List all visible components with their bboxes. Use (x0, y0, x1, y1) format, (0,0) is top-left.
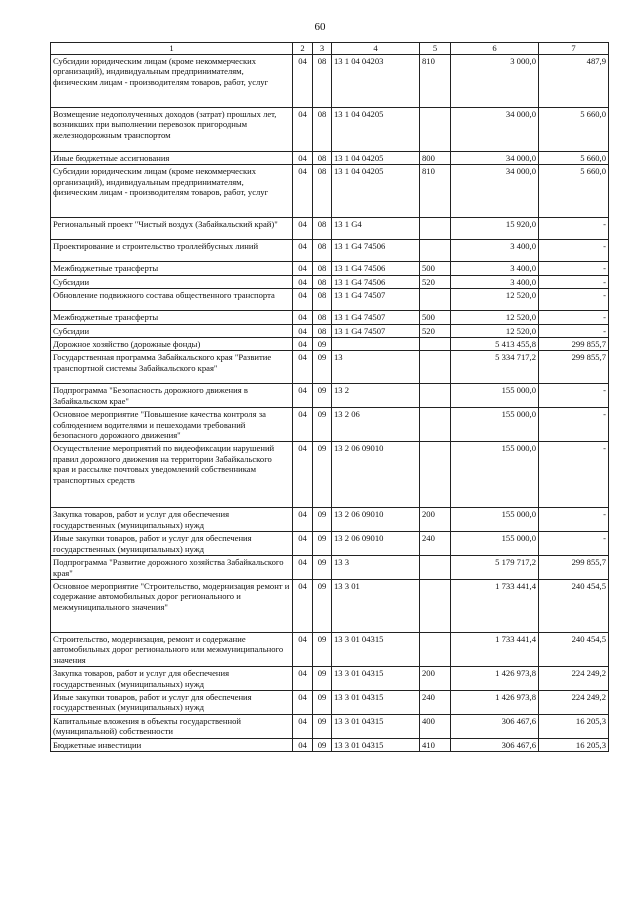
item-name: Капитальные вложения в объекты государственной (муниципальной) собственности (51, 714, 293, 738)
table-row (51, 262, 609, 275)
table-row (51, 240, 609, 262)
table-row (51, 311, 609, 324)
subsection-code: 09 (313, 442, 332, 508)
item-name: Иные бюджетные ассигнования (51, 152, 293, 165)
amount-planned: 155 000,0 (451, 384, 539, 408)
subsection-code: 09 (313, 338, 332, 351)
target-article-code: 13 1 04 04205 (332, 108, 420, 152)
section-code: 04 (293, 262, 313, 275)
table-row (51, 275, 609, 288)
amount-planned: 1 426 973,8 (451, 690, 539, 714)
item-name: Субсидии юридическим лицам (кроме некоммерческих организаций), индивидуальным предпринимателям, физическим лицам - производителям товаров, работ, услуг (51, 55, 293, 108)
item-name: Бюджетные инвестиции (51, 738, 293, 751)
header-row (51, 43, 609, 55)
subsection-code: 08 (313, 152, 332, 165)
subsection-code: 09 (313, 556, 332, 580)
item-name: Иные закупки товаров, работ и услуг для обеспечения государственных (муниципальных) нужд (51, 690, 293, 714)
subsection-code: 08 (313, 289, 332, 311)
section-code: 04 (293, 714, 313, 738)
header-col-7: 7 (539, 43, 609, 55)
table-row (51, 690, 609, 714)
target-article-code: 13 3 01 04315 (332, 690, 420, 714)
subsection-code: 08 (313, 55, 332, 108)
target-article-code: 13 2 06 09010 (332, 508, 420, 532)
target-article-code: 13 3 01 (332, 579, 420, 632)
amount-executed: - (539, 311, 609, 324)
section-code: 04 (293, 289, 313, 311)
section-code: 04 (293, 108, 313, 152)
amount-planned: 34 000,0 (451, 108, 539, 152)
table-row (51, 408, 609, 442)
amount-executed: 240 454,5 (539, 632, 609, 666)
amount-planned: 155 000,0 (451, 442, 539, 508)
target-article-code: 13 3 01 04315 (332, 738, 420, 751)
expense-type-code (420, 442, 451, 508)
amount-planned: 155 000,0 (451, 508, 539, 532)
amount-planned: 306 467,6 (451, 714, 539, 738)
item-name: Межбюджетные трансферты (51, 262, 293, 275)
section-code: 04 (293, 738, 313, 751)
subsection-code: 08 (313, 324, 332, 337)
section-code: 04 (293, 338, 313, 351)
section-code: 04 (293, 556, 313, 580)
target-article-code: 13 1 04 04205 (332, 152, 420, 165)
amount-executed: - (539, 240, 609, 262)
expense-type-code: 520 (420, 324, 451, 337)
amount-executed: - (539, 275, 609, 288)
table-row (51, 714, 609, 738)
amount-executed: 5 660,0 (539, 108, 609, 152)
amount-executed: 16 205,3 (539, 714, 609, 738)
amount-planned: 15 920,0 (451, 218, 539, 240)
subsection-code: 09 (313, 508, 332, 532)
table-row (51, 632, 609, 666)
amount-planned: 155 000,0 (451, 532, 539, 556)
amount-planned: 1 426 973,8 (451, 667, 539, 691)
target-article-code: 13 1 G4 74507 (332, 289, 420, 311)
item-name: Иные закупки товаров, работ и услуг для обеспечения государственных (муниципальных) нужд (51, 532, 293, 556)
subsection-code: 08 (313, 108, 332, 152)
section-code: 04 (293, 152, 313, 165)
table-row (51, 442, 609, 508)
budget-table (50, 42, 609, 752)
amount-planned: 12 520,0 (451, 311, 539, 324)
expense-type-code (420, 579, 451, 632)
target-article-code: 13 1 G4 74506 (332, 262, 420, 275)
table-row (51, 667, 609, 691)
expense-type-code (420, 408, 451, 442)
subsection-code: 08 (313, 311, 332, 324)
amount-executed: - (539, 442, 609, 508)
subsection-code: 09 (313, 408, 332, 442)
target-article-code: 13 3 01 04315 (332, 667, 420, 691)
item-name: Региональный проект "Чистый воздух (Забайкальский край)" (51, 218, 293, 240)
amount-executed: 240 454,5 (539, 579, 609, 632)
item-name: Дорожное хозяйство (дорожные фонды) (51, 338, 293, 351)
section-code: 04 (293, 275, 313, 288)
section-code: 04 (293, 384, 313, 408)
header-col-4: 4 (332, 43, 420, 55)
table-row (51, 289, 609, 311)
table-row (51, 532, 609, 556)
amount-planned: 5 413 455,8 (451, 338, 539, 351)
amount-executed: - (539, 289, 609, 311)
amount-executed: 224 249,2 (539, 667, 609, 691)
expense-type-code (420, 351, 451, 384)
header-col-1: 1 (51, 43, 293, 55)
amount-planned: 5 179 717,2 (451, 556, 539, 580)
section-code: 04 (293, 408, 313, 442)
expense-type-code: 520 (420, 275, 451, 288)
table-row (51, 55, 609, 108)
amount-planned: 3 000,0 (451, 55, 539, 108)
amount-planned: 3 400,0 (451, 275, 539, 288)
section-code: 04 (293, 55, 313, 108)
amount-planned: 34 000,0 (451, 165, 539, 218)
header-col-5: 5 (420, 43, 451, 55)
target-article-code: 13 1 04 04203 (332, 55, 420, 108)
item-name: Возмещение недополученных доходов (затрат) прошлых лет, возникших при выполнении перевозок пригородным железнодорожным транспортом (51, 108, 293, 152)
amount-planned: 3 400,0 (451, 240, 539, 262)
item-name: Осуществление мероприятий по видеофиксации нарушений правил дорожного движения на территории Забайкальского края и рассылке почтовых уведомлений собственникам транспортных средств (51, 442, 293, 508)
target-article-code: 13 2 06 09010 (332, 532, 420, 556)
section-code: 04 (293, 632, 313, 666)
section-code: 04 (293, 532, 313, 556)
expense-type-code: 500 (420, 311, 451, 324)
subsection-code: 09 (313, 690, 332, 714)
section-code: 04 (293, 324, 313, 337)
header-col-6: 6 (451, 43, 539, 55)
subsection-code: 09 (313, 714, 332, 738)
target-article-code: 13 (332, 351, 420, 384)
section-code: 04 (293, 240, 313, 262)
expense-type-code (420, 240, 451, 262)
item-name: Обновление подвижного состава общественного транспорта (51, 289, 293, 311)
amount-executed: - (539, 324, 609, 337)
target-article-code: 13 1 04 04205 (332, 165, 420, 218)
expense-type-code: 800 (420, 152, 451, 165)
section-code: 04 (293, 351, 313, 384)
subsection-code: 09 (313, 738, 332, 751)
subsection-code: 09 (313, 667, 332, 691)
amount-executed: - (539, 508, 609, 532)
target-article-code: 13 1 G4 74506 (332, 275, 420, 288)
item-name: Государственная программа Забайкальского края "Развитие транспортной системы Забайкальского края" (51, 351, 293, 384)
amount-planned: 1 733 441,4 (451, 632, 539, 666)
amount-planned: 12 520,0 (451, 289, 539, 311)
amount-executed: 487,9 (539, 55, 609, 108)
subsection-code: 08 (313, 240, 332, 262)
amount-executed: 224 249,2 (539, 690, 609, 714)
item-name: Подпрограмма "Безопасность дорожного движения в Забайкальском крае" (51, 384, 293, 408)
expense-type-code: 240 (420, 532, 451, 556)
subsection-code: 09 (313, 384, 332, 408)
target-article-code (332, 338, 420, 351)
item-name: Субсидии (51, 324, 293, 337)
item-name: Основное мероприятие "Повышение качества контроля за соблюдением водителями и пешеходами требований безопасного дорожного движения" (51, 408, 293, 442)
amount-executed: - (539, 408, 609, 442)
table-row (51, 384, 609, 408)
expense-type-code: 200 (420, 667, 451, 691)
item-name: Проектирование и строительство троллейбусных линий (51, 240, 293, 262)
table-row (51, 351, 609, 384)
subsection-code: 09 (313, 351, 332, 384)
item-name: Закупка товаров, работ и услуг для обеспечения государственных (муниципальных) нужд (51, 667, 293, 691)
expense-type-code (420, 384, 451, 408)
expense-type-code: 500 (420, 262, 451, 275)
subsection-code: 09 (313, 532, 332, 556)
item-name: Межбюджетные трансферты (51, 311, 293, 324)
subsection-code: 08 (313, 218, 332, 240)
page-number: 60 (314, 21, 326, 33)
amount-planned: 12 520,0 (451, 324, 539, 337)
expense-type-code (420, 108, 451, 152)
target-article-code: 13 1 G4 74506 (332, 240, 420, 262)
subsection-code: 08 (313, 262, 332, 275)
amount-executed: - (539, 384, 609, 408)
amount-executed: - (539, 218, 609, 240)
subsection-code: 08 (313, 275, 332, 288)
amount-planned: 5 334 717,2 (451, 351, 539, 384)
amount-executed: 299 855,7 (539, 338, 609, 351)
section-code: 04 (293, 667, 313, 691)
target-article-code: 13 3 01 04315 (332, 714, 420, 738)
expense-type-code: 240 (420, 690, 451, 714)
amount-executed: 16 205,3 (539, 738, 609, 751)
amount-executed: - (539, 532, 609, 556)
amount-executed: 299 855,7 (539, 556, 609, 580)
amount-executed: - (539, 262, 609, 275)
section-code: 04 (293, 579, 313, 632)
table-row (51, 152, 609, 165)
item-name: Строительство, модернизация, ремонт и содержание автомобильных дорог регионального или межмуниципального значения (51, 632, 293, 666)
table-row (51, 324, 609, 337)
target-article-code: 13 2 06 09010 (332, 442, 420, 508)
subsection-code: 08 (313, 165, 332, 218)
section-code: 04 (293, 165, 313, 218)
amount-executed: 5 660,0 (539, 152, 609, 165)
item-name: Закупка товаров, работ и услуг для обеспечения государственных (муниципальных) нужд (51, 508, 293, 532)
header-col-3: 3 (313, 43, 332, 55)
amount-planned: 3 400,0 (451, 262, 539, 275)
expense-type-code: 410 (420, 738, 451, 751)
table-row (51, 218, 609, 240)
table-row (51, 556, 609, 580)
item-name: Подпрограмма "Развитие дорожного хозяйства Забайкальского края" (51, 556, 293, 580)
section-code: 04 (293, 442, 313, 508)
item-name: Основное мероприятие "Строительство, модернизация ремонт и содержание автомобильных дорог регионального и межмуниципального значения" (51, 579, 293, 632)
target-article-code: 13 2 (332, 384, 420, 408)
target-article-code: 13 1 G4 74507 (332, 311, 420, 324)
expense-type-code: 200 (420, 508, 451, 532)
table-row (51, 108, 609, 152)
amount-planned: 306 467,6 (451, 738, 539, 751)
target-article-code: 13 1 G4 (332, 218, 420, 240)
item-name: Субсидии юридическим лицам (кроме некоммерческих организаций), индивидуальным предпринимателям, физическим лицам - производителям товаров, работ, услуг (51, 165, 293, 218)
table-row (51, 165, 609, 218)
amount-planned: 1 733 441,4 (451, 579, 539, 632)
section-code: 04 (293, 311, 313, 324)
subsection-code: 09 (313, 579, 332, 632)
table-row (51, 508, 609, 532)
target-article-code: 13 2 06 (332, 408, 420, 442)
section-code: 04 (293, 690, 313, 714)
expense-type-code: 400 (420, 714, 451, 738)
expense-type-code (420, 632, 451, 666)
amount-executed: 5 660,0 (539, 165, 609, 218)
table-row (51, 338, 609, 351)
amount-executed: 299 855,7 (539, 351, 609, 384)
header-col-2: 2 (293, 43, 313, 55)
subsection-code: 09 (313, 632, 332, 666)
expense-type-code: 810 (420, 55, 451, 108)
expense-type-code: 810 (420, 165, 451, 218)
expense-type-code (420, 338, 451, 351)
amount-planned: 34 000,0 (451, 152, 539, 165)
amount-planned: 155 000,0 (451, 408, 539, 442)
target-article-code: 13 3 (332, 556, 420, 580)
section-code: 04 (293, 218, 313, 240)
expense-type-code (420, 289, 451, 311)
expense-type-code (420, 556, 451, 580)
item-name: Субсидии (51, 275, 293, 288)
target-article-code: 13 3 01 04315 (332, 632, 420, 666)
target-article-code: 13 1 G4 74507 (332, 324, 420, 337)
table-row (51, 579, 609, 632)
section-code: 04 (293, 508, 313, 532)
expense-type-code (420, 218, 451, 240)
table-row (51, 738, 609, 751)
